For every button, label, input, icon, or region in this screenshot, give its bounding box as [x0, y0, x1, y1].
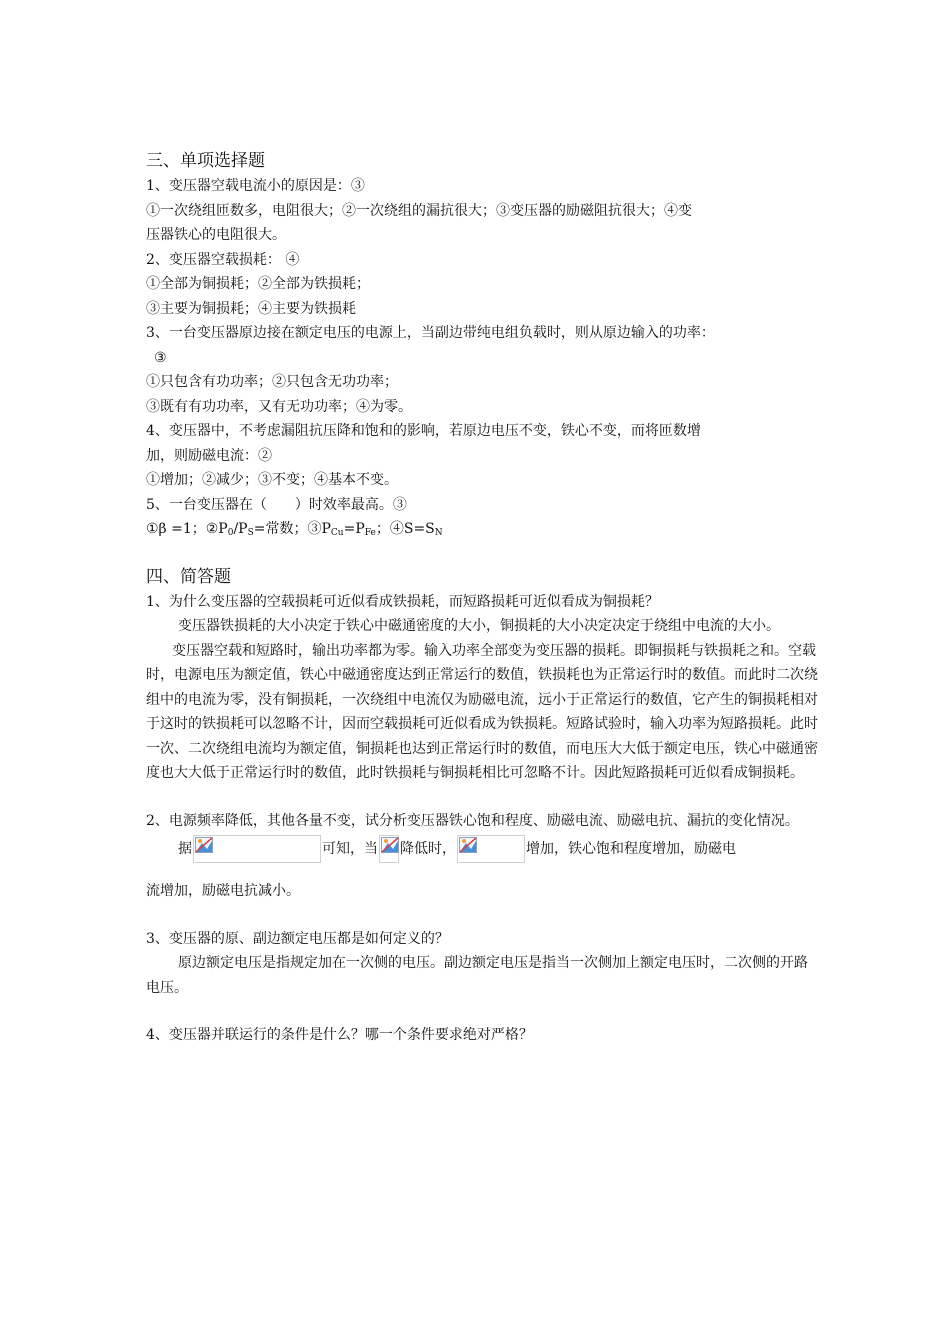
- sa-q2-question: 2、电源频率降低，其他各量不变，试分析变压器铁心饱和程度、励磁电流、励磁电抗、漏抗的变化情况。: [146, 812, 799, 829]
- q2-options-line1: ①全部为铜损耗；②全部为铁损耗；: [146, 276, 370, 292]
- sa-q2-ans-c: 降低时，: [400, 841, 456, 857]
- q5-ps: P: [238, 521, 248, 537]
- q5-opt3: ；④: [375, 521, 404, 537]
- spacer: [146, 786, 818, 809]
- sa-q2-ans-a: 据: [178, 841, 192, 857]
- formula-image-2: [379, 835, 399, 863]
- sa-q2-ans-b: 可知，当: [322, 841, 378, 857]
- spacer: [146, 542, 818, 564]
- broken-image-icon: [459, 837, 477, 853]
- q3-options-line1: ①只包含有功功率；②只包含无功功率；: [146, 374, 398, 390]
- q2-options-line2: ③主要为铜损耗；④主要为铁损耗: [146, 300, 356, 317]
- sa-q2-answer-line2: 流增加，励磁电抗减小。: [146, 883, 300, 899]
- sa-q2-answer-line1: [146, 833, 818, 865]
- spacer: [146, 865, 818, 879]
- broken-image-icon: [195, 837, 213, 853]
- sa-q1-answer-p2: 变压器空载和短路时，输出功率都为零。输入功率全部变为变压器的损耗。即铜损耗与铁损耗之和。空载时，电源电压为额定值，铁心中磁通密度达到正常运行的数值，铁损耗也为正常运行时的数值。而此时二次绕组中的电流为零，没有铜损耗，一次绕组中电流仅为励磁电流，远小于正常运行的数值，它产生的铜损耗相对于这时的铁损耗可以忽略不计，因而空载损耗可近似看成为铁损耗。短路试验时，输入功率为短路损耗。此时一次、二次绕组电流均为额定值，铜损耗也达到正常运行时的数值，而电压大大低于额定电压，铁心中磁通密度也大大低于正常运行时的数值，此时铁损耗与铜损耗相比可忽略不计。因此短路损耗可近似看成铜损耗。: [146, 642, 818, 781]
- sa-q1-question: 1、为什么变压器的空载损耗可近似看成铁损耗，而短路损耗可近似看成为铜损耗？: [146, 593, 659, 610]
- q1-stem: 1、变压器空载电流小的原因是：③: [146, 178, 365, 194]
- q5-pfe-sub: Fe: [364, 528, 376, 538]
- section-title-short-answer: 四、简答题: [146, 566, 231, 587]
- q5-pcu-sub: Cu: [330, 528, 344, 538]
- q1-options-line1: ①一次绕组匝数多，电阻很大；②一次绕组的漏抗很大；③变压器的励磁阻抗很大；④变: [146, 202, 692, 219]
- broken-image-icon: [381, 837, 399, 853]
- q5-p0: P: [218, 521, 228, 537]
- q5-p0-sub: 0: [227, 528, 234, 538]
- q5-options: [146, 517, 818, 542]
- q3-stem: 3、一台变压器原边接在额定电压的电源上，当副边带纯电组负载时，则从原边输入的功率：: [146, 325, 715, 341]
- q1-options-line2: 压器铁心的电阻很大。: [146, 227, 286, 243]
- formula-image-1: [193, 835, 321, 863]
- spacer: [146, 904, 818, 927]
- q5-stem: 5、一台变压器在（ ）时效率最高。③: [146, 496, 407, 513]
- q4-options: ①增加；②减少；③不变；④基本不变。: [146, 472, 398, 488]
- formula-image-3: [457, 835, 525, 863]
- q5-pfe: P: [355, 521, 365, 537]
- sa-q2-ans-d: 增加，铁心饱和程度增加，励磁电: [526, 841, 736, 857]
- q4-stem-line1: 4、变压器中，不考虑漏阻抗压降和饱和的影响，若原边电压不变，铁心不变，而将匝数增: [146, 423, 701, 439]
- q4-stem-line2: 加，则励磁电流：②: [146, 447, 272, 464]
- q3-options-line2: ③既有有功功率，又有无功功率；④为零。: [146, 398, 412, 415]
- sa-q3-question: 3、变压器的原、副边额定电压都是如何定义的？: [146, 930, 449, 947]
- section-title-multiple-choice: 三、单项选择题: [146, 151, 265, 171]
- spacer: [146, 1000, 818, 1023]
- q5-s: S=S: [403, 521, 435, 537]
- q2-stem: 2、变压器空载损耗： ④: [146, 251, 300, 268]
- sa-q1-answer-p1: 变压器铁损耗的大小决定于铁心中磁通密度的大小，铜损耗的大小决定决定于绕组中电流的大小。: [178, 618, 780, 634]
- q5-pcu: P: [321, 521, 331, 537]
- q5-slash: /: [233, 521, 239, 537]
- q3-answer: ③: [154, 349, 167, 366]
- q5-opt2: =常数；③: [253, 521, 322, 537]
- q5-ps-sub: S: [247, 528, 254, 538]
- document-page: [146, 148, 818, 1048]
- sa-q4-question: 4、变压器并联运行的条件是什么？哪一个条件要求绝对严格？: [146, 1027, 533, 1043]
- sa-q3-answer: 原边额定电压是指规定加在一次侧的电压。副边额定电压是指当一次侧加上额定电压时，二次侧的开路电压。: [146, 955, 808, 996]
- q5-s-sub: N: [434, 528, 443, 538]
- q5-opt1: ①β =1；②: [146, 521, 219, 537]
- q5-eq: =: [343, 521, 356, 537]
